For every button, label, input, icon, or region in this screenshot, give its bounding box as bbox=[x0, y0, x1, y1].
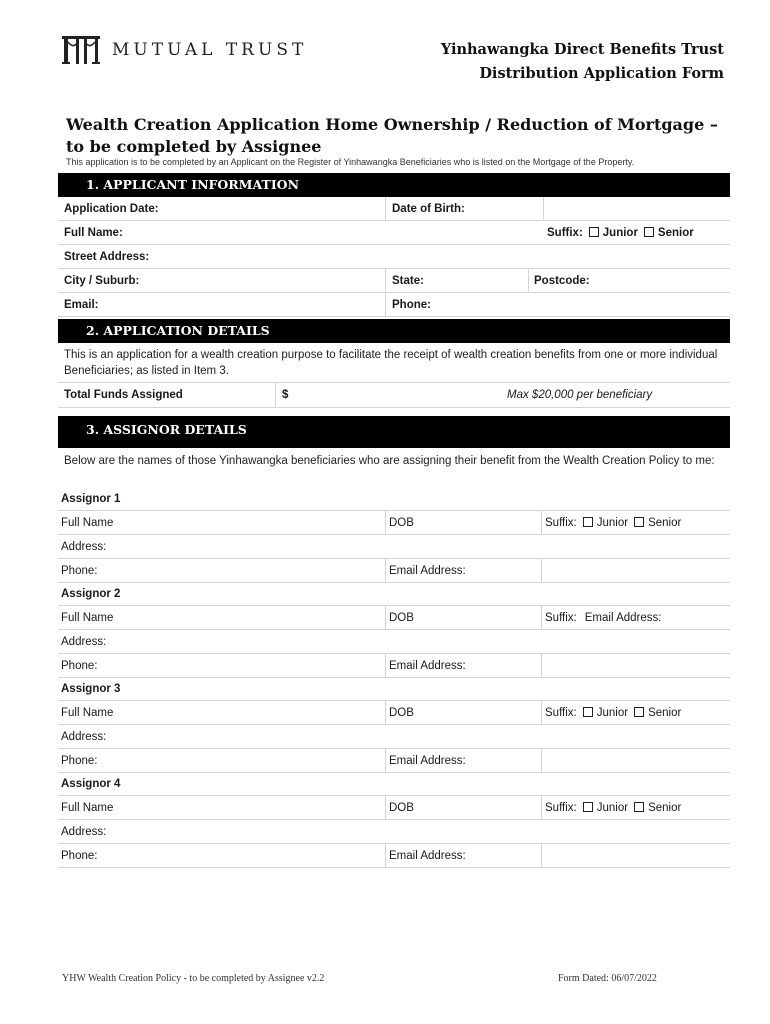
form-title: Wealth Creation Application Home Ownership / Reduction of Mortgage – to be completed by Assignee bbox=[66, 115, 718, 156]
senior-checkbox[interactable] bbox=[644, 227, 654, 237]
senior-checkbox[interactable] bbox=[634, 707, 644, 717]
label-application-date: Application Date: bbox=[64, 202, 159, 215]
label-suffix: Suffix: bbox=[545, 611, 577, 624]
label-email: Email: bbox=[64, 298, 99, 311]
assignor-address-row bbox=[58, 630, 730, 654]
label-senior: Senior bbox=[648, 516, 682, 529]
label-address: Address: bbox=[61, 540, 107, 553]
row-city bbox=[58, 269, 730, 293]
intro-text: This application is to be completed by an Applicant on the Register of Yinhawangka Beneficiaries who is listed on the Mortgage of the Property. bbox=[66, 157, 635, 167]
row-email bbox=[58, 293, 730, 317]
label-full-name: Full Name bbox=[61, 611, 114, 624]
label-suffix: Suffix: bbox=[545, 801, 577, 814]
assignor-name-row bbox=[58, 606, 730, 630]
label-junior: Junior bbox=[596, 801, 629, 814]
header-title bbox=[441, 38, 724, 86]
assignor-phone-row bbox=[58, 749, 730, 773]
label-dob: DOB bbox=[389, 611, 414, 624]
logo-text: MUTUAL TRUST bbox=[112, 40, 308, 60]
row-total-funds bbox=[58, 382, 730, 408]
footer-left: YHW Wealth Creation Policy - to be completed by Assignee v2.2 bbox=[62, 973, 325, 984]
assignor-heading: Assignor 4 bbox=[61, 777, 121, 790]
label-suffix: Suffix: bbox=[547, 226, 583, 239]
label-senior: Senior bbox=[648, 706, 682, 719]
junior-checkbox[interactable] bbox=[583, 517, 593, 527]
section3-description: Below are the names of those Yinhawangka beneficiaries who are assigning their benefit from the Wealth Creation Policy to me: bbox=[64, 455, 715, 467]
assignor-heading-row bbox=[58, 487, 730, 511]
mutual-trust-logo-icon bbox=[62, 36, 100, 64]
label-state: State: bbox=[392, 274, 424, 287]
label-full-name: Full Name: bbox=[64, 226, 123, 239]
label-email-address: Email Address: bbox=[389, 849, 466, 862]
assignor-phone-row bbox=[58, 654, 730, 678]
label-address: Address: bbox=[61, 730, 107, 743]
section2-header: 2. APPLICATION DETAILS bbox=[58, 319, 730, 343]
label-street-address: Street Address: bbox=[64, 250, 150, 263]
assignor-phone-row bbox=[58, 844, 730, 868]
section3-header: 3. ASSIGNOR DETAILS bbox=[58, 416, 730, 448]
header-title-line1: Yinhawangka Direct Benefits Trust bbox=[440, 41, 724, 58]
assignor-name-row bbox=[58, 511, 730, 535]
label-phone: Phone: bbox=[61, 564, 98, 577]
assignor-name-row bbox=[58, 701, 730, 725]
row-street-address bbox=[58, 245, 730, 269]
label-full-name: Full Name bbox=[61, 801, 114, 814]
label-address: Address: bbox=[61, 635, 107, 648]
row-full-name bbox=[58, 221, 730, 245]
label-junior: Junior bbox=[596, 706, 629, 719]
label-phone: Phone: bbox=[61, 849, 98, 862]
label-dob: DOB bbox=[389, 516, 414, 529]
assignor-heading-row bbox=[58, 772, 730, 796]
label-phone: Phone: bbox=[61, 754, 98, 767]
section1-header: 1. APPLICANT INFORMATION bbox=[58, 173, 730, 197]
label-junior: Junior bbox=[596, 516, 629, 529]
junior-checkbox[interactable] bbox=[583, 707, 593, 717]
logo bbox=[62, 36, 307, 64]
assignor-heading: Assignor 2 bbox=[61, 587, 121, 600]
label-full-name: Full Name bbox=[61, 516, 114, 529]
assignor-heading-row bbox=[58, 582, 730, 606]
label-full-name: Full Name bbox=[61, 706, 114, 719]
assignor-name-row bbox=[58, 796, 730, 820]
suffix-group bbox=[545, 701, 681, 724]
label-phone: Phone: bbox=[61, 659, 98, 672]
assignor-phone-row bbox=[58, 559, 730, 583]
label-junior: Junior bbox=[602, 226, 638, 239]
label-senior: Senior bbox=[648, 801, 682, 814]
label-suffix-extra: Email Address: bbox=[584, 611, 662, 624]
label-address: Address: bbox=[61, 825, 107, 838]
assignor-heading: Assignor 3 bbox=[61, 682, 121, 695]
junior-checkbox[interactable] bbox=[583, 802, 593, 812]
label-postcode: Postcode: bbox=[534, 274, 590, 287]
header-title-line2: Distribution Application Form bbox=[479, 65, 724, 82]
suffix-group bbox=[545, 511, 681, 534]
label-dob: DOB bbox=[389, 801, 414, 814]
label-email-address: Email Address: bbox=[389, 564, 466, 577]
dollar-sign: $ bbox=[282, 389, 289, 401]
assignor-address-row bbox=[58, 535, 730, 559]
footer-right: Form Dated: 06/07/2022 bbox=[558, 973, 657, 984]
row-application-date bbox=[58, 197, 730, 221]
label-phone: Phone: bbox=[392, 298, 431, 311]
label-total-funds: Total Funds Assigned bbox=[64, 389, 183, 401]
label-dob: DOB bbox=[389, 706, 414, 719]
assignor-heading-row bbox=[58, 677, 730, 701]
assignor-address-row bbox=[58, 725, 730, 749]
label-email-address: Email Address: bbox=[389, 659, 466, 672]
label-suffix: Suffix: bbox=[545, 706, 577, 719]
label-email-address: Email Address: bbox=[389, 754, 466, 767]
junior-checkbox[interactable] bbox=[589, 227, 599, 237]
senior-checkbox[interactable] bbox=[634, 517, 644, 527]
label-date-of-birth: Date of Birth: bbox=[392, 202, 465, 215]
label-suffix: Suffix: bbox=[545, 516, 577, 529]
max-note: Max $20,000 per beneficiary bbox=[507, 389, 653, 401]
label-senior: Senior bbox=[657, 226, 694, 239]
senior-checkbox[interactable] bbox=[634, 802, 644, 812]
label-city-suburb: City / Suburb: bbox=[64, 274, 140, 287]
suffix-group bbox=[547, 221, 694, 244]
suffix-group bbox=[545, 796, 681, 819]
assignor-address-row bbox=[58, 820, 730, 844]
section2-description: This is an application for a wealth creation purpose to facilitate the receipt of wealth creation benefits from one or more individual Beneficiaries; as listed in Item 3. bbox=[64, 349, 718, 377]
suffix-group bbox=[545, 606, 661, 629]
assignor-heading: Assignor 1 bbox=[61, 492, 121, 505]
